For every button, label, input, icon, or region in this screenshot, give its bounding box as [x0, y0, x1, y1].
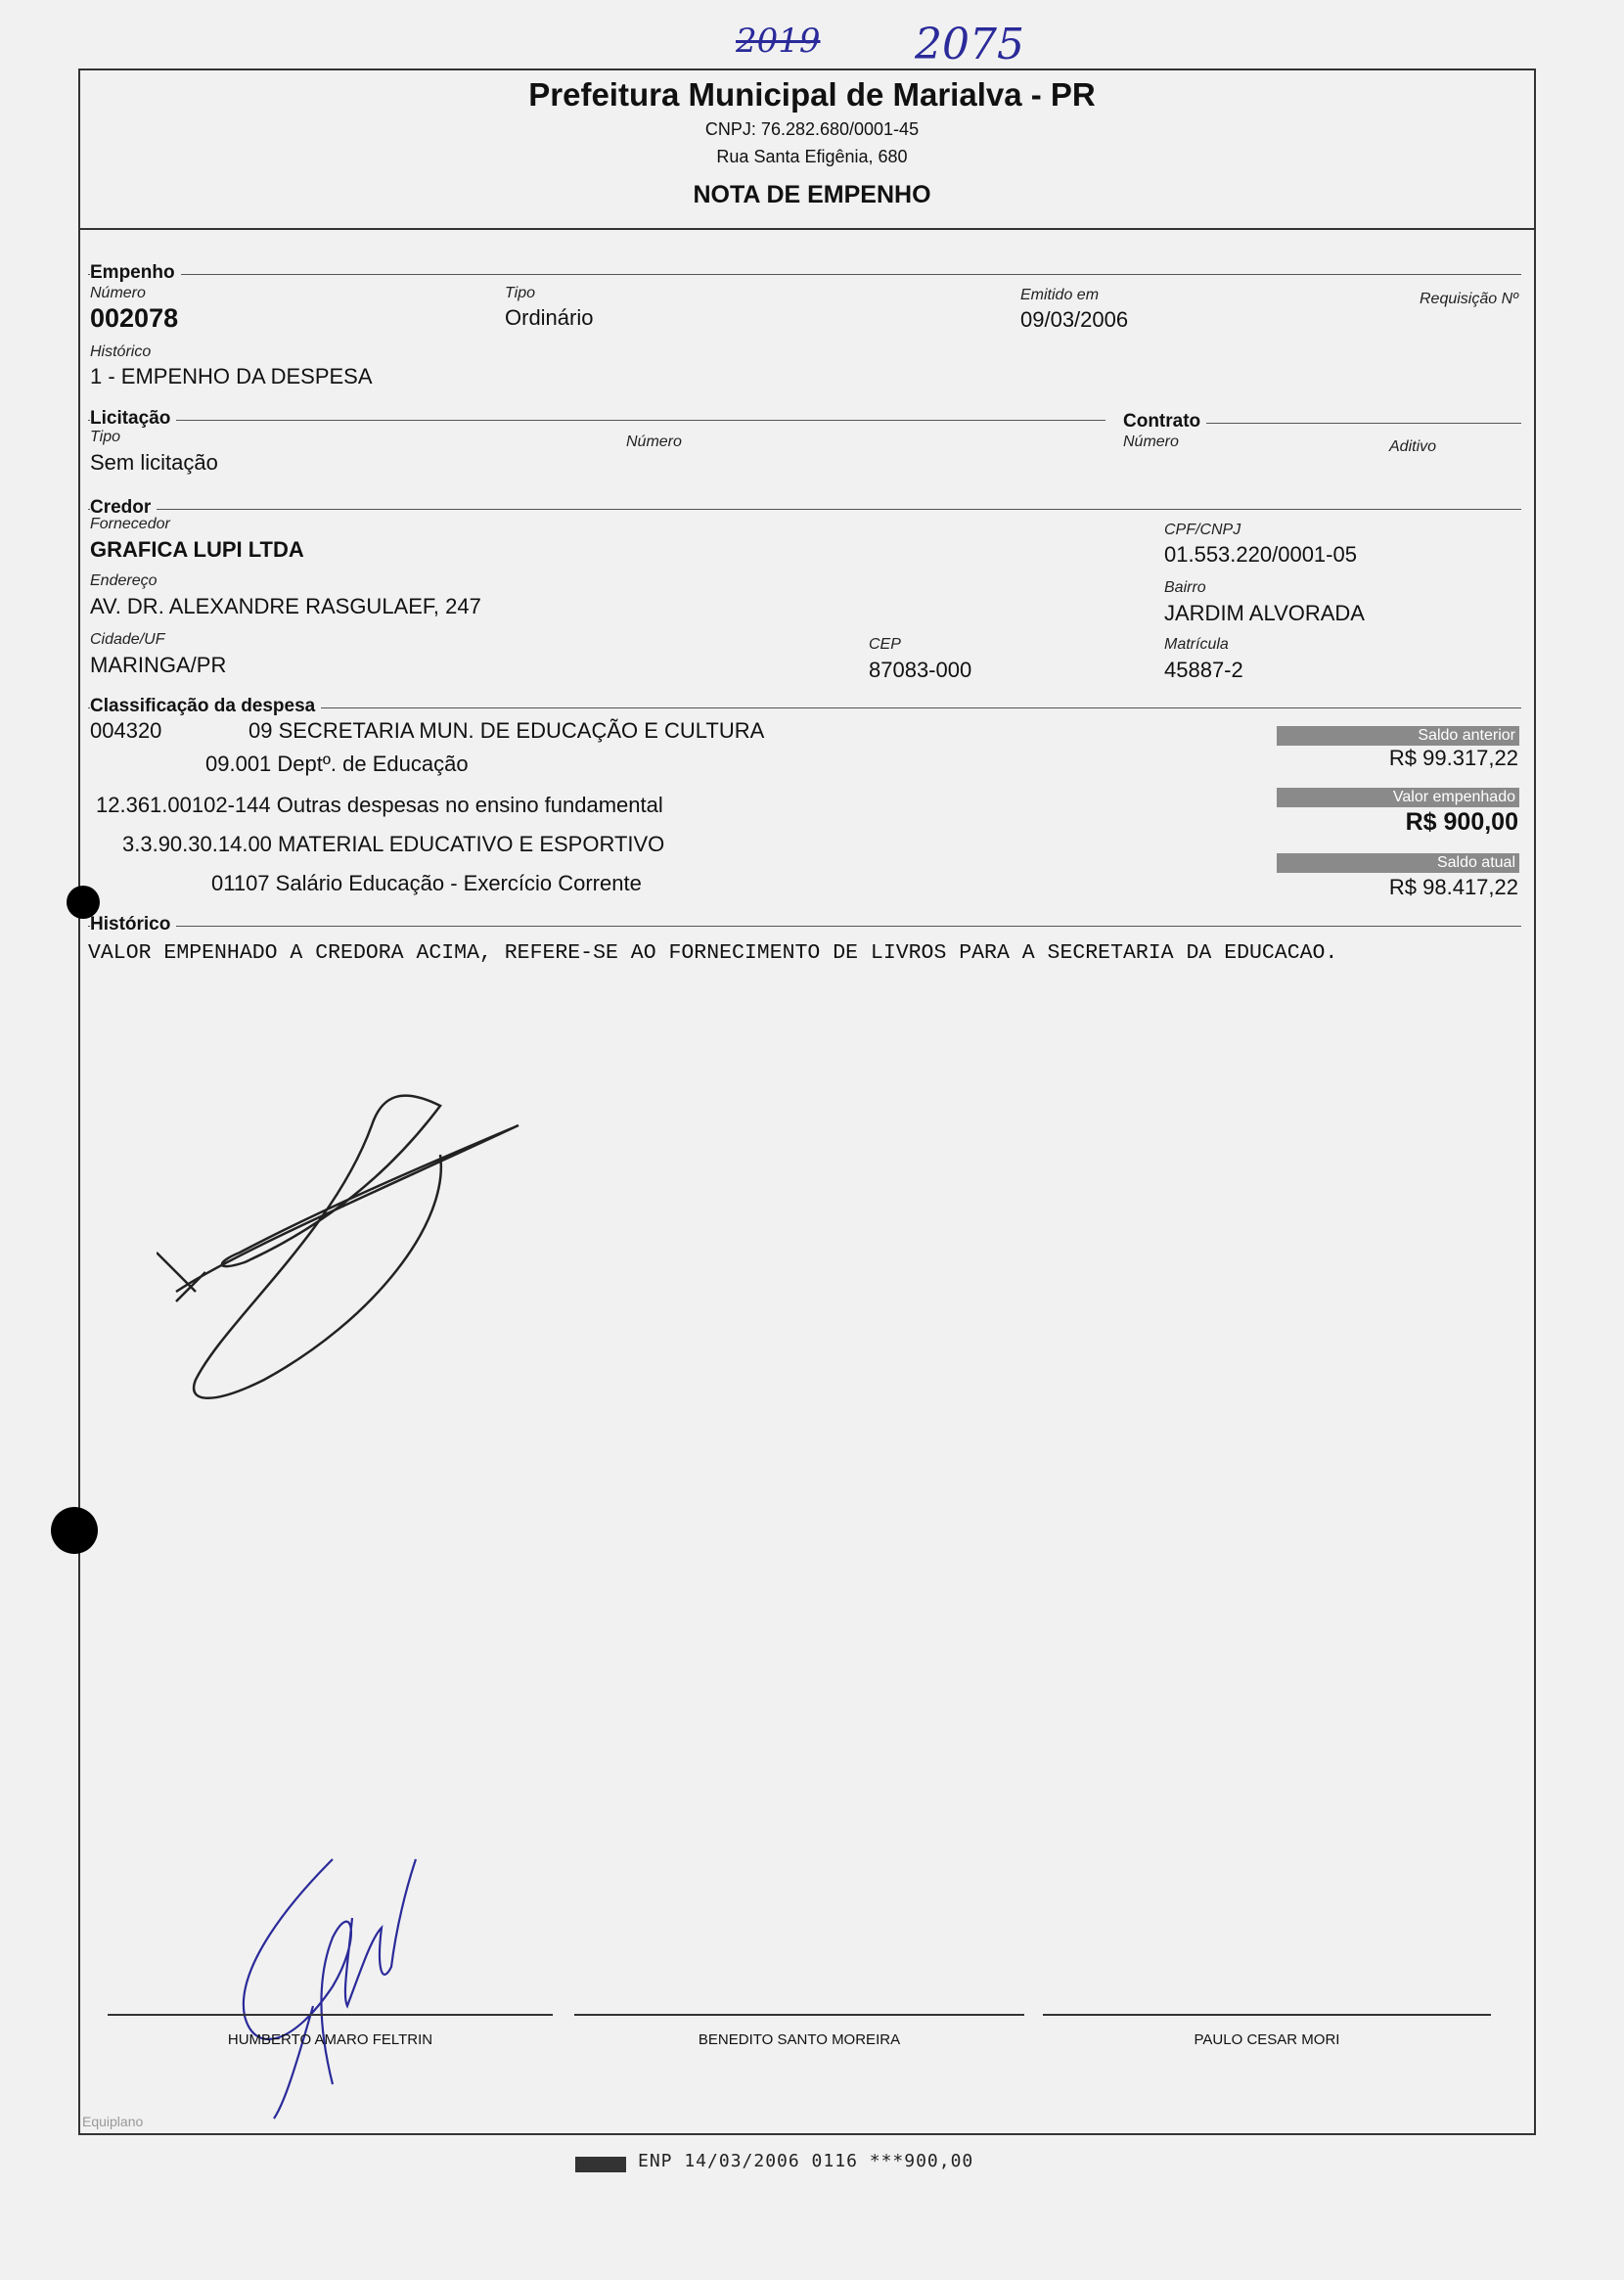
- empenho-historico: 1 - EMPENHO DA DESPESA: [90, 364, 373, 388]
- matricula: 45887-2: [1164, 658, 1243, 682]
- cidade-label: Cidade/UF: [90, 631, 165, 648]
- signature-name-3: PAULO CESAR MORI: [1194, 2031, 1340, 2048]
- licitacao-tipo: Sem licitação: [90, 450, 218, 475]
- credor-rule: [88, 509, 1521, 510]
- valor-empenhado-label: Valor empenhado: [1277, 788, 1519, 807]
- saldo-anterior-label: Saldo anterior: [1277, 726, 1519, 746]
- classificacao-line1: 09 SECRETARIA MUN. DE EDUCAÇÃO E CULTURA: [248, 718, 765, 743]
- endereco-label: Endereço: [90, 572, 158, 589]
- saldo-atual-label: Saldo atual: [1277, 853, 1519, 873]
- classificacao-line2: 09.001 Deptº. de Educação: [205, 752, 469, 776]
- licitacao-numero-label: Número: [626, 433, 682, 450]
- contrato-aditivo-label: Aditivo: [1389, 438, 1437, 455]
- signature-feltrin-icon: [235, 1820, 489, 2123]
- valor-empenhado: R$ 900,00: [1405, 808, 1518, 836]
- cep-label: CEP: [869, 636, 901, 653]
- historico-label: Histórico: [90, 343, 152, 360]
- emitido-date: 09/03/2006: [1020, 307, 1129, 332]
- header-divider: [78, 228, 1536, 230]
- contrato-section: Contrato: [1123, 411, 1206, 433]
- historico-section: Histórico: [90, 914, 176, 935]
- classificacao-line4: 3.3.90.30.14.00 MATERIAL EDUCATIVO E ESPORTIVO: [122, 832, 665, 856]
- endereco: AV. DR. ALEXANDRE RASGULAEF, 247: [90, 594, 481, 618]
- address: Rua Santa Efigênia, 680: [716, 147, 908, 166]
- licitacao-section: Licitação: [90, 408, 176, 430]
- signature-line-2: [574, 2014, 1024, 2016]
- bairro-label: Bairro: [1164, 579, 1206, 596]
- footer-stamp: ENP 14/03/2006 0116 ***900,00: [638, 2151, 974, 2171]
- empenho-tipo: Ordinário: [505, 305, 594, 330]
- empenho-number: 002078: [90, 303, 179, 333]
- page-title: Prefeitura Municipal de Marialva - PR: [528, 76, 1096, 113]
- punch-hole-top: [67, 886, 100, 919]
- tipo-label: Tipo: [505, 285, 535, 301]
- saldo-anterior: R$ 99.317,22: [1388, 746, 1518, 770]
- signature-line-3: [1043, 2014, 1491, 2016]
- licitacao-tipo-label: Tipo: [90, 429, 120, 445]
- historico-text: VALOR EMPENHADO A CREDORA ACIMA, REFERE-SE AO FORNECIMENTO DE LIVROS PARA A SECRETARIA DA EDUCACAO.: [88, 941, 1338, 965]
- emitido-label: Emitido em: [1020, 287, 1100, 303]
- doc-title: NOTA DE EMPENHO: [693, 181, 931, 208]
- empenho-section: Empenho: [90, 262, 181, 284]
- matricula-label: Matrícula: [1164, 636, 1229, 653]
- empenho-rule: [88, 274, 1521, 275]
- numero-label: Número: [90, 285, 146, 301]
- signature-line-1: [108, 2014, 553, 2016]
- saldo-atual: R$ 98.417,22: [1388, 875, 1518, 899]
- classificacao-line5: 01107 Salário Educação - Exercício Corrente: [211, 871, 642, 895]
- classificacao-section: Classificação da despesa: [90, 696, 321, 717]
- cnpj: CNPJ: 76.282.680/0001-45: [704, 119, 920, 139]
- signature-scribble-icon: [157, 1067, 665, 1419]
- licitacao-rule: [88, 420, 1105, 421]
- cep: 87083-000: [869, 658, 972, 682]
- cpf: 01.553.220/0001-05: [1164, 542, 1357, 567]
- signature-name-1: HUMBERTO AMARO FELTRIN: [227, 2031, 433, 2048]
- historico-rule: [88, 926, 1521, 927]
- classificacao-line3: 12.361.00102-144 Outras despesas no ensino fundamental: [96, 793, 663, 817]
- footer-brand: Equiplano: [82, 2114, 144, 2129]
- punch-hole-bottom: [51, 1507, 98, 1554]
- contrato-numero-label: Número: [1123, 433, 1179, 450]
- credor-section: Credor: [90, 497, 157, 519]
- requisicao-label: Requisição Nº: [1420, 291, 1518, 307]
- bairro: JARDIM ALVORADA: [1164, 601, 1365, 625]
- cidade: MARINGA/PR: [90, 653, 227, 677]
- handwritten-struck-number: 2019: [736, 22, 821, 61]
- fornecedor-label: Fornecedor: [90, 516, 170, 532]
- fornecedor: GRAFICA LUPI LTDA: [90, 537, 304, 562]
- signature-name-2: BENEDITO SANTO MOREIRA: [698, 2031, 901, 2048]
- stamp-logo-icon: [575, 2157, 626, 2172]
- handwritten-number: 2075: [915, 20, 1024, 69]
- cpf-label: CPF/CNPJ: [1164, 522, 1241, 538]
- classificacao-code: 004320: [90, 718, 162, 743]
